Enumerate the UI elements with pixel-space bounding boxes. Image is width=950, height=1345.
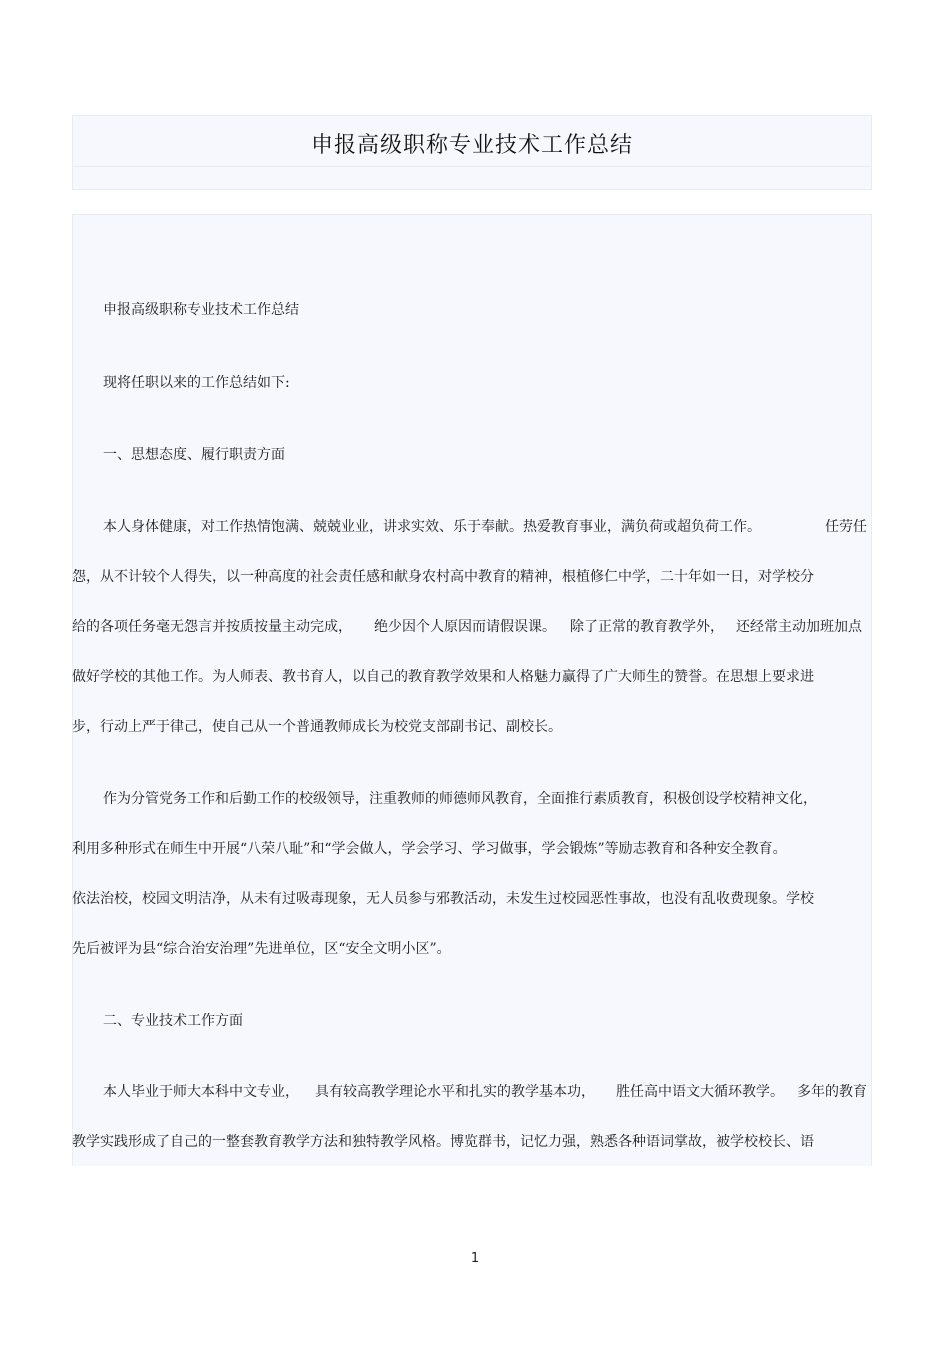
body-heading: 申报高级职称专业技术工作总结 [103, 302, 299, 318]
intro-line: 现将任职以来的工作总结如下: [103, 375, 290, 391]
p1-line-3a: 给的各项任务毫无怨言并按质按量主动完成， [72, 619, 352, 635]
p1-line-1: 本人身体健康，对工作热情饱满、兢兢业业，讲求实效、乐于奉献。热爱教育事业，满负荷或超负荷工作。 [103, 519, 761, 535]
p1-line-3b: 绝少因个人原因而请假误课。 [374, 619, 556, 635]
p1-line-3c: 除了正常的教育教学外， [570, 619, 724, 635]
p3-line-1c: 胜任高中语文大循环教学。 [616, 1084, 784, 1100]
p3-line-1d: 多年的教育 [797, 1084, 867, 1100]
p2-line-3: 依法治校，校园文明洁净，从未有过吸毒现象，无人员参与邪教活动，未发生过校园恶性事故，也没有乱收费现象。学校 [72, 891, 814, 907]
section-2-title: 二、专业技术工作方面 [103, 1013, 243, 1029]
document-title: 申报高级职称专业技术工作总结 [310, 133, 633, 158]
p1-line-1-tail: 任劳任 [825, 519, 867, 535]
p1-line-3d: 还经常主动加班加点 [736, 619, 862, 635]
title-box [72, 115, 872, 190]
p3-line-1b: 具有较高教学理论水平和扎实的教学基本功， [315, 1084, 595, 1100]
p2-line-2: 利用多种形式在师生中开展“八荣八耻”和“学会做人，学会学习、学习做事，学会锻炼”等励志教育和各种安全教育。 [72, 841, 787, 857]
p2-line-1: 作为分管党务工作和后勤工作的校级领导，注重教师的师德师风教育，全面推行素质教育，积极创设学校精神文化， [103, 791, 817, 807]
p1-line-5: 步，行动上严于律己，使自己从一个普通教师成长为校党支部副书记、副校长。 [72, 719, 562, 735]
p2-line-4: 先后被评为县“综合治安治理”先进单位，区“安全文明小区”。 [72, 941, 451, 957]
p1-line-2: 怨，从不计较个人得失，以一种高度的社会责任感和献身农村高中教育的精神，根植修仁中学，二十年如一日，对学校分 [72, 569, 814, 585]
section-1-title: 一、思想态度、履行职责方面 [103, 447, 285, 463]
p3-line-1a: 本人毕业于师大本科中文专业， [103, 1084, 299, 1100]
p1-line-4: 做好学校的其他工作。为人师表、教书育人，以自己的教育教学效果和人格魅力赢得了广大师生的赞誉。在思想上要求进 [72, 669, 814, 685]
p3-line-2: 教学实践形成了自己的一整套教育教学方法和独特教学风格。博览群书，记忆力强，熟悉各种语词掌故，被学校校长、语 [72, 1134, 814, 1150]
title-divider [73, 166, 871, 167]
page-number: 1 [470, 1251, 480, 1266]
